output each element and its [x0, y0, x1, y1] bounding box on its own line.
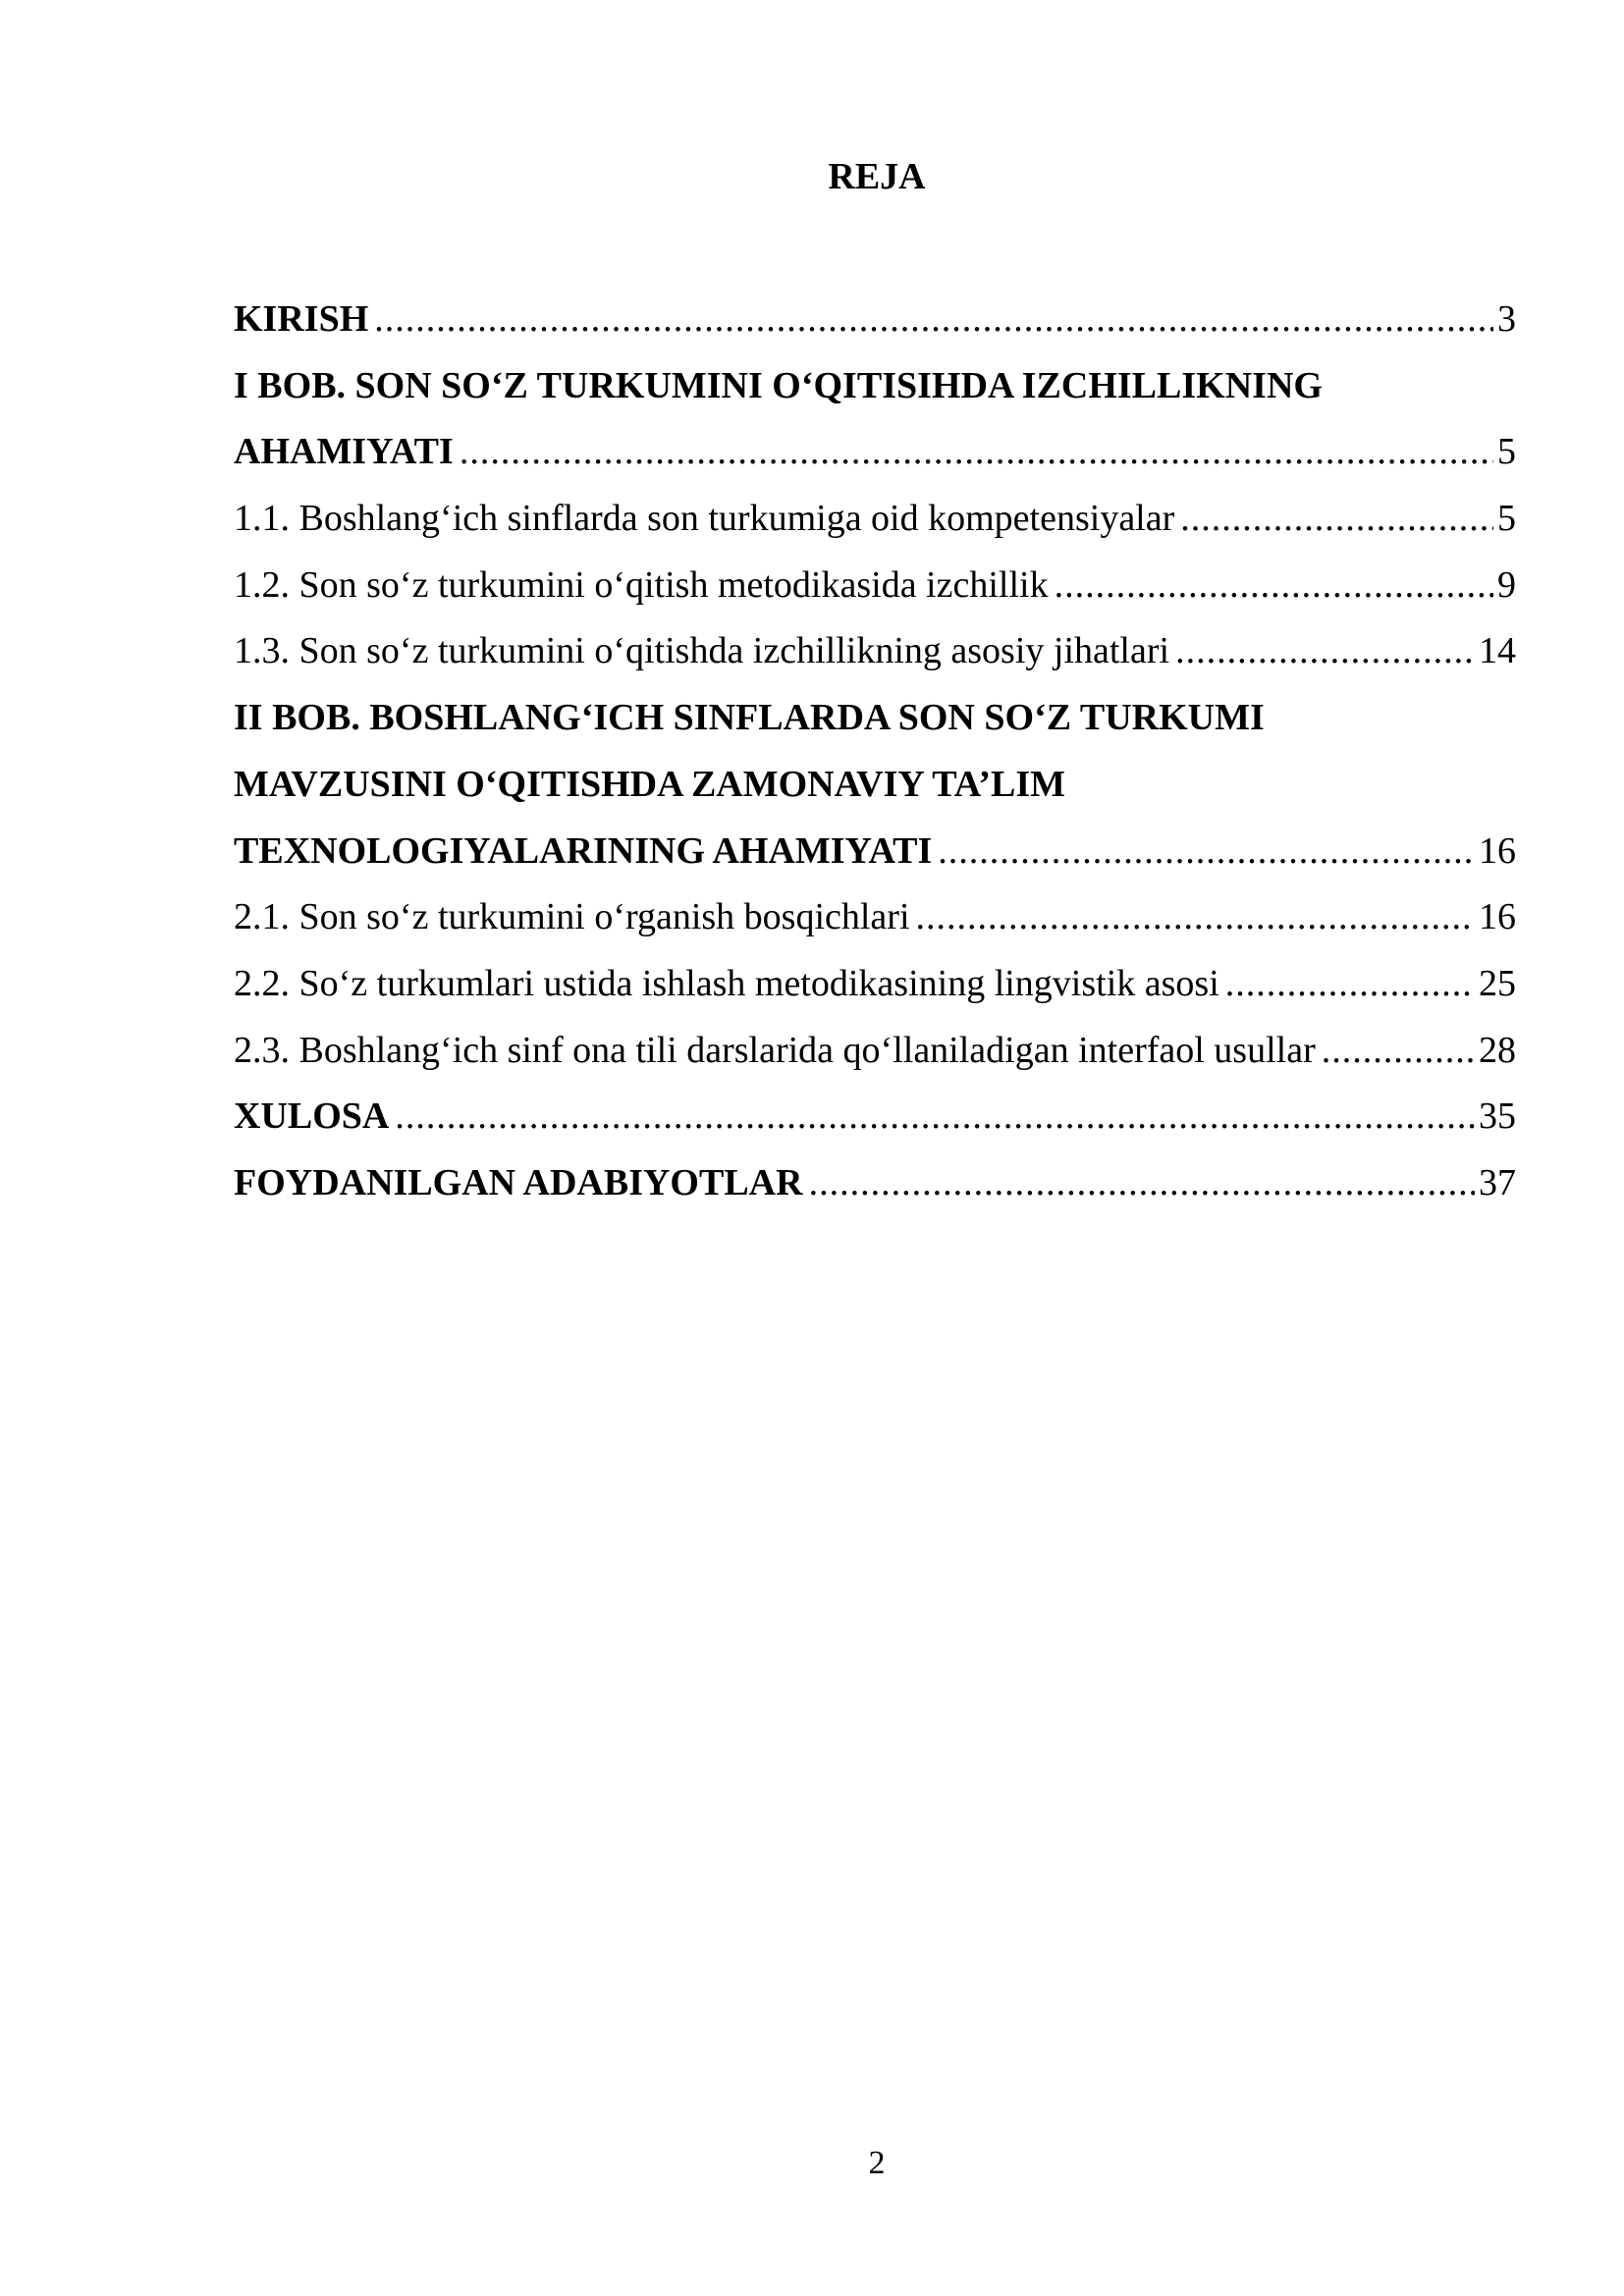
toc-entry-label: 2.1. Son so‘z turkumini o‘rganish bosqichlari — [234, 896, 910, 938]
toc-leader-dots — [1055, 553, 1493, 619]
toc-entry-label: 1.1. Boshlang‘ich sinflarda son turkumiga oid kompetensiyalar — [234, 498, 1175, 540]
toc-entry-xulosa[interactable] — [234, 1084, 1516, 1150]
toc-chapter-2-heading-end[interactable] — [234, 819, 1516, 885]
page-title: REJA — [828, 156, 926, 197]
toc-entry-1-1[interactable] — [234, 486, 1516, 553]
toc-leader-dots — [1180, 486, 1493, 553]
toc-entry-kirish[interactable] — [234, 287, 1516, 353]
toc-entry-2-1[interactable] — [234, 884, 1516, 951]
toc-leader-dots — [1225, 951, 1475, 1018]
toc-chapter-1-heading[interactable] — [234, 353, 1516, 420]
toc-page-number: 3 — [1497, 298, 1516, 340]
toc-page-number: 16 — [1479, 896, 1516, 938]
toc-leader-dots — [938, 819, 1475, 885]
toc-leader-dots — [395, 1084, 1475, 1150]
toc-leader-dots — [1175, 618, 1475, 685]
toc-entry-label: II BOB. BOSHLANG‘ICH SINFLARDA SON SO‘Z TURKUMI — [234, 697, 1265, 739]
page-number-footer: 2 — [868, 2145, 886, 2181]
toc-entry-adabiyotlar[interactable] — [234, 1150, 1516, 1217]
toc-leader-dots — [809, 1150, 1475, 1217]
toc-leader-dots — [1322, 1018, 1475, 1085]
toc-leader-dots — [460, 419, 1493, 486]
toc-entry-label: TEXNOLOGIYALARINING AHAMIYATI — [234, 829, 933, 872]
toc-entry-label: AHAMIYATI — [234, 431, 454, 473]
toc-entry-label: 1.3. Son so‘z turkumini o‘qitishda izchillikning asosiy jihatlari — [234, 630, 1170, 672]
toc-entry-1-3[interactable] — [234, 618, 1516, 685]
toc-chapter-2-heading[interactable] — [234, 685, 1516, 752]
toc-entry-2-2[interactable] — [234, 951, 1516, 1018]
toc-page-number: 16 — [1479, 829, 1516, 872]
toc-page-number: 35 — [1479, 1095, 1516, 1138]
toc-leader-dots — [916, 884, 1475, 951]
toc-entry-1-2[interactable] — [234, 553, 1516, 619]
toc-page-number: 25 — [1479, 962, 1516, 1004]
toc-chapter-1-heading-end[interactable] — [234, 419, 1516, 486]
toc-entry-label: 1.2. Son so‘z turkumini o‘qitish metodikasida izchillik — [234, 563, 1049, 606]
toc-page-number: 37 — [1479, 1161, 1516, 1203]
toc-entry-label: MAVZUSINI O‘QITISHDA ZAMONAVIY TA’LIM — [234, 763, 1066, 805]
toc-entry-label: I BOB. SON SO‘Z TURKUMINI O‘QITISIHDA IZCHILLIKNING — [234, 364, 1323, 406]
toc-entry-2-3[interactable] — [234, 1018, 1516, 1085]
toc-page-number: 5 — [1497, 498, 1516, 540]
toc-page-number: 14 — [1479, 630, 1516, 672]
toc-entry-label: 2.2. So‘z turkumlari ustida ishlash metodikasining lingvistik asosi — [234, 962, 1219, 1004]
toc-entry-label: 2.3. Boshlang‘ich sinf ona tili darslarida qo‘llaniladigan interfaol usullar — [234, 1029, 1316, 1071]
toc-entry-label: XULOSA — [234, 1095, 390, 1138]
toc-page-number: 5 — [1497, 431, 1516, 473]
table-of-contents — [234, 287, 1516, 1217]
toc-chapter-2-heading-cont[interactable] — [234, 752, 1516, 819]
toc-entry-label: KIRISH — [234, 298, 369, 340]
toc-page-number: 28 — [1479, 1029, 1516, 1071]
toc-page-number: 9 — [1497, 563, 1516, 606]
toc-entry-label: FOYDANILGAN ADABIYOTLAR — [234, 1161, 803, 1203]
toc-leader-dots — [374, 287, 1493, 353]
